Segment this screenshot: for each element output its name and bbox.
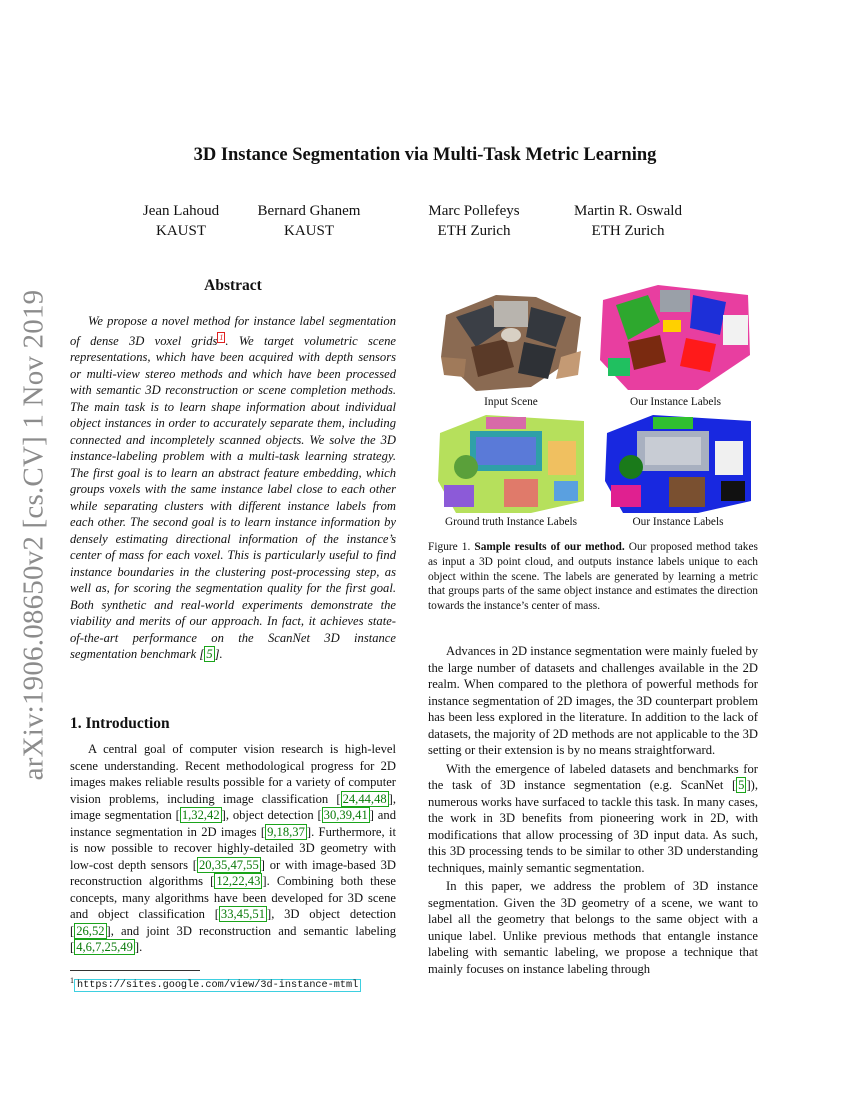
figure-input-scene: [436, 287, 586, 395]
author-2: [229, 201, 389, 241]
author-affiliation: KAUST: [155, 223, 206, 239]
footnote: [70, 976, 361, 991]
panel-label-ground-truth: Ground truth Instance Labels: [444, 516, 578, 528]
panel-label-our-labels-1: Our Instance Labels: [630, 396, 721, 408]
abstract-text-start: We propose a novel method for instance label segmentation of dense 3D voxel grids: [70, 314, 396, 348]
abstract-text: [70, 313, 396, 663]
ground-truth-image: [436, 411, 586, 514]
citation-link[interactable]: 5: [206, 647, 213, 662]
figure-our-labels-1: [598, 280, 753, 395]
citation-link[interactable]: 30,39,41: [323, 808, 368, 822]
col2-paragraph-2: [428, 761, 758, 877]
panel-label-input-scene: Input Scene: [484, 396, 538, 408]
citation-link[interactable]: 1,32,42: [181, 808, 220, 822]
abstract-heading: Abstract: [204, 277, 262, 294]
figure-caption: [428, 540, 758, 614]
citation-link[interactable]: 12,22,43: [216, 874, 261, 888]
author-4: [548, 201, 708, 241]
panel-label-our-labels-2: Our Instance Labels: [632, 516, 724, 528]
paper-title: 3D Instance Segmentation via Multi-Task Metric Learning: [193, 145, 657, 165]
arxiv-stamp: [14, 290, 54, 780]
figure-caption-bold: Sample results of our method.: [474, 541, 625, 553]
arxiv-stamp-text: arXiv:1906.08650v2 [cs.CV] 1 Nov 2019: [17, 289, 50, 781]
intro-text-segment: ], and joint 3D reconstruction and semantic labeling [: [70, 923, 396, 954]
author-name: Martin R. Oswald: [574, 203, 682, 219]
col2-paragraph-3: In this paper, we address the problem of 3D instance segmentation. Given the 3D geometry of a scene, we want to label all the geometry that belongs to the same object with a unique label. Unlike previous methods that entangle instance labeling with semantic labeling, we propose a technique that mainly focuses on instance labeling through: [428, 879, 758, 976]
citation-link[interactable]: 5: [738, 778, 745, 792]
author-name: Jean Lahoud: [142, 203, 220, 219]
right-column-text: [428, 643, 758, 977]
footnote-rule: [70, 970, 200, 971]
figure-caption-label: Figure 1.: [428, 541, 471, 553]
abstract-text-body: . We target volumetric scene representations, which have been acquired with depth sensors or multi-view stereo methods and which have been processed with semantic 3D reconstruction or scene completion methods. The main task is to learn shape information about individual object instances in order to accurately separate them, including connected and incompletely scanned objects. We solve the 3D instance-labeling problem with a multi-task learning strategy. The first goal is to learn an abstract feature embedding, which groups voxels with the same instance label close to each other while separating clusters with different instance labels from each other. The second goal is to learn instance information by densely estimating directional information of the instance’s center of mass for each voxel. This is particularly useful to find instance boundaries in the clustering post-processing step, as well as, for scoring the segmentation quality for the first goal. Both synthetic and real-world experiments demonstrate the viability and merits of our approach. In fact, it achieves state-of-the-art performance on the ScanNet 3D instance segmentation benchmark [: [70, 333, 396, 662]
figure-caption-text: Our proposed method takes as input a 3D point cloud, and outputs instance labels unique to each object within the scene. The labels are generated by learning a metric that groups parts of the same object instance and estimates the direction towards the instance’s center of mass.: [428, 541, 758, 613]
intro-text-segment: ].: [134, 940, 143, 954]
footnote-mark[interactable]: 1: [219, 332, 224, 342]
intro-text-segment: ] and instance segmentation in 2D images [: [70, 808, 396, 839]
figure-ground-truth: [436, 411, 586, 514]
footnote-number: 1: [70, 976, 74, 985]
input-scene-image: [436, 287, 586, 395]
citation-link[interactable]: 4,6,7,25,49: [76, 940, 133, 954]
our-labels-image-1: [598, 280, 753, 395]
footnote-url-link[interactable]: https://sites.google.com/view/3d-instance-mtml: [74, 979, 361, 992]
intro-text-segment: ], image segmentation [: [70, 791, 396, 822]
col2-paragraph-1: Advances in 2D instance segmentation were mainly fueled by the large number of datasets and challenges available in the 2D realm. When compared to the plethora of powerful methods for instance segmentation of 2D images, the 3D counterpart problem has been less explored in the literature. In addition to the lack of datasets, the majority of 2D methods are not applicable to the 3D setting or their extension is by no means straightforward.: [428, 644, 758, 757]
intro-text-segment: ], 3D object detection [: [70, 907, 396, 938]
intro-text-segment: ], object detection [: [221, 808, 322, 822]
intro-text-segment: ]. Combining both these concepts, many algorithms have been developed for 3D scene and object classification [: [70, 874, 396, 921]
our-labels-image-2: [603, 411, 753, 514]
citation-link[interactable]: 33,45,51: [220, 907, 265, 921]
intro-text-segment: ] or with image-based 3D reconstruction algorithms [: [70, 857, 396, 888]
author-affiliation: ETH Zurich: [591, 223, 665, 239]
citation-link[interactable]: 26,52: [76, 923, 105, 938]
author-3: [394, 201, 554, 241]
introduction-text: [70, 741, 396, 956]
author-affiliation: ETH Zurich: [437, 223, 511, 239]
intro-text-segment: ]. Furthermore, it is now possible to recover highly-detailed 3D geometry with low-cost depth sensors [: [70, 824, 396, 872]
abstract-text-end: ].: [214, 647, 223, 662]
author-name: Bernard Ghanem: [257, 203, 361, 219]
author-name: Marc Pollefeys: [428, 203, 520, 219]
author-affiliation: KAUST: [283, 223, 334, 239]
intro-text-segment: A central goal of computer vision research is high-level scene understanding. Recent methodological progress for 2D images makes reliable results possible for a variety of computer vision problems, including image classification [: [70, 742, 396, 806]
col2-p2-start: With the emergence of labeled datasets and benchmarks for the task of 3D instance segmentation (e.g. ScanNet [: [428, 761, 758, 792]
figure-our-labels-2: [603, 411, 753, 514]
intro-paragraph-1: [70, 741, 396, 956]
citation-link[interactable]: 9,18,37: [267, 824, 305, 839]
introduction-heading: 1. Introduction: [70, 715, 170, 732]
citation-link[interactable]: 24,44,48: [342, 791, 387, 806]
citation-link[interactable]: 20,35,47,55: [198, 857, 259, 872]
col2-p2-end: ]), numerous works have surfaced to tackle this task. In many cases, the work in 3D benefits from pioneering work in 2D, with modifications that allow processing of 3D input data. As such, this 3D processing tends to be similar to other 3D understanding techniques, mainly semantic segmentation.: [428, 778, 758, 875]
